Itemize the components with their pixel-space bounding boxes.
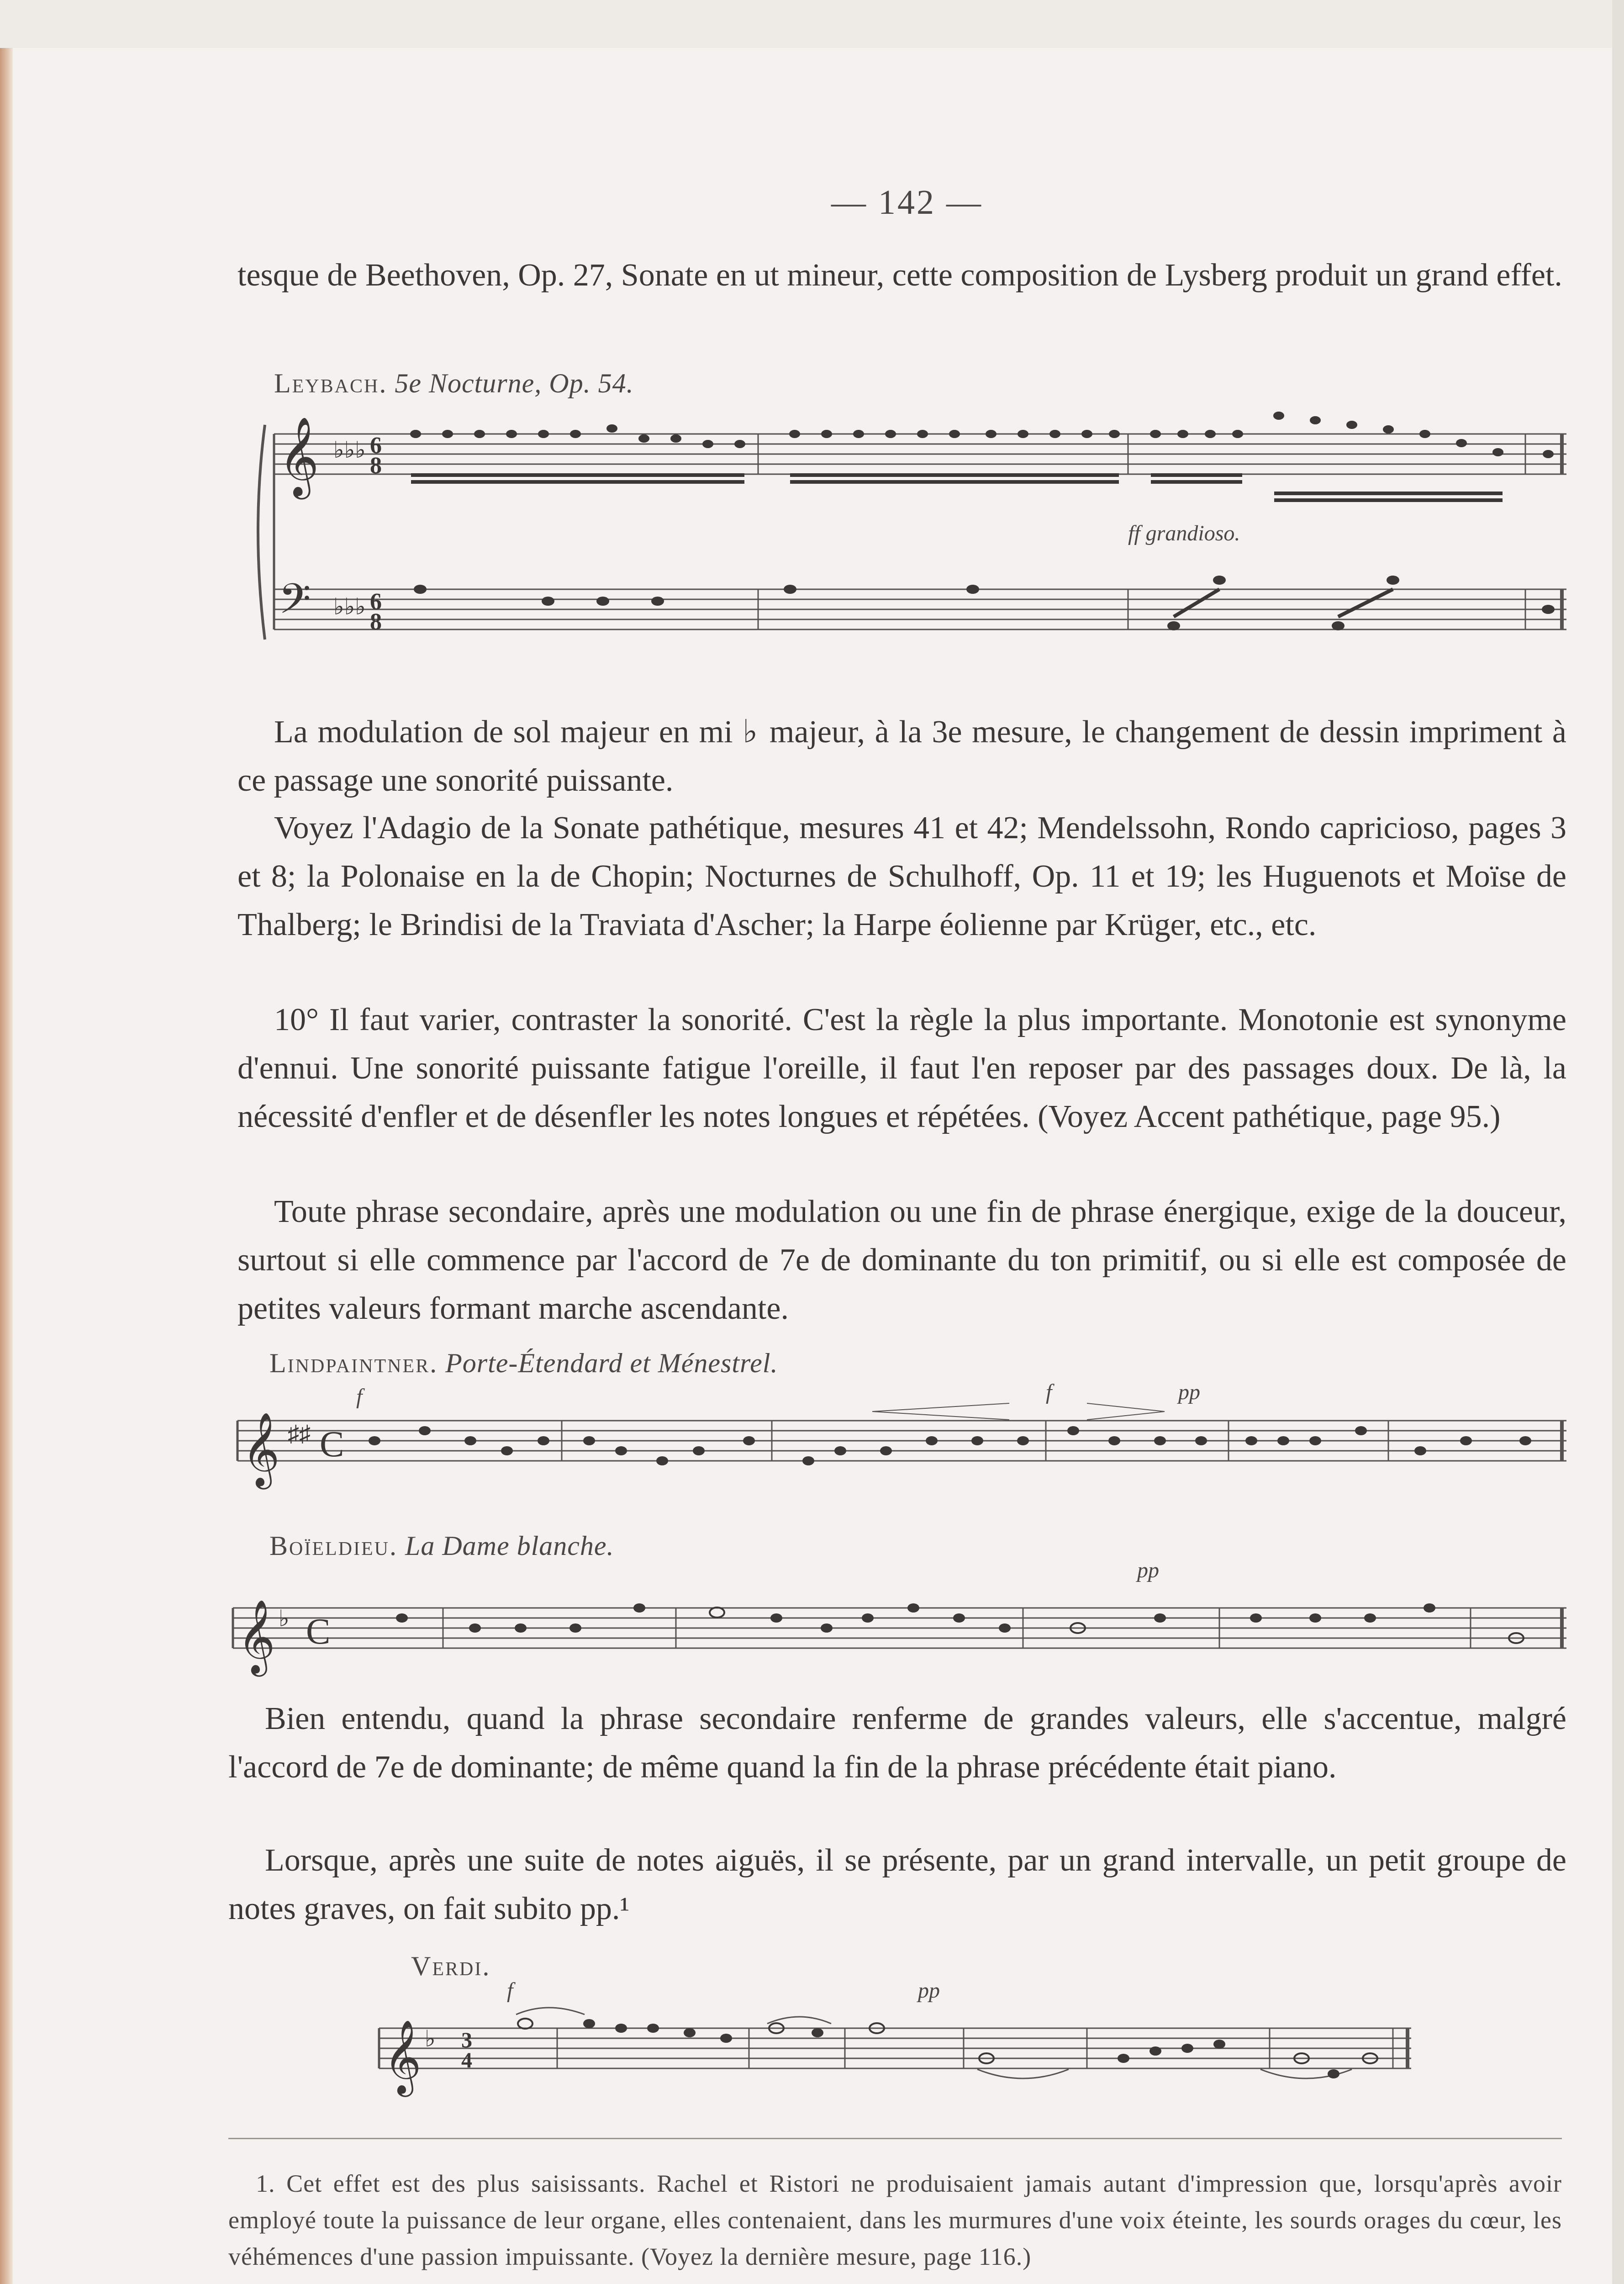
scan-top-margin: [0, 0, 1624, 48]
example-3-caption: [269, 1530, 614, 1562]
example-2-dynamic-2: f: [1046, 1380, 1052, 1404]
scan-right-margin: [1612, 0, 1624, 2284]
example-2-dynamic-1: f: [356, 1385, 363, 1409]
svg-text:𝄞: 𝄞: [279, 417, 319, 496]
paragraph-4: 10° Il faut varier, contraster la sonorité. C'est la règle la plus importante. Monotonie est synonyme d'ennui. Une sonorité puissante fatigue l'oreille, il faut l'en reposer par des passages doux. De là, la nécessité d'enfler et de désenfler les notes longues et répétées. (Voyez Accent pathétique, page 95.): [237, 1002, 1566, 1134]
page-edge-left: [0, 48, 13, 2284]
music-example-3: [228, 1571, 1571, 1686]
svg-text:♭♭♭: ♭♭♭: [333, 594, 366, 619]
svg-text:𝄞: 𝄞: [237, 1599, 275, 1674]
svg-text:♭: ♭: [279, 1606, 290, 1631]
paragraph-7: Lorsque, après une suite de notes aiguës, il se présente, par un grand intervalle, un petit groupe de notes graves, on fait subito pp.¹: [228, 1843, 1566, 1926]
example-2-work: Porte-Étendard et Ménestrel.: [445, 1348, 778, 1378]
footnote-rule: [228, 2138, 1562, 2139]
svg-text:3: 3: [461, 2028, 472, 2052]
example-4-caption: [411, 1951, 490, 1982]
svg-text:6: 6: [370, 589, 382, 615]
svg-text:C: C: [320, 1424, 344, 1465]
music-example-2: [233, 1384, 1571, 1503]
music-example-4: [374, 1992, 1416, 2106]
paragraph-5: Toute phrase secondaire, après une modulation ou une fin de phrase énergique, exige de la douceur, surtout si elle commence par l'accord de 7e de dominante du ton primitif, ou si elle est composée de petites valeurs formant marche ascendante.: [237, 1194, 1566, 1326]
svg-text:6: 6: [370, 433, 382, 459]
svg-text:8: 8: [370, 609, 382, 635]
music-example-1: [247, 407, 1571, 699]
example-1-composer: Leybach.: [274, 368, 388, 398]
paragraph-6: Bien entendu, quand la phrase secondaire renferme de grandes valeurs, elle s'accentue, malgré l'accord de 7e de dominante; de même quand la fin de la phrase précédente était piano.: [228, 1701, 1566, 1785]
example-3-dynamic-1: pp: [1137, 1558, 1159, 1582]
svg-text:♭: ♭: [425, 2026, 436, 2051]
paragraph-1: tesque de Beethoven, Op. 27, Sonate en ut mineur, cette composition de Lysberg produit un grand effet.: [237, 258, 1562, 293]
example-4-dynamic-1: f: [507, 1978, 513, 2003]
footnote: 1. Cet effet est des plus saisissants. Rachel et Ristori ne produisaient jamais autant d'impression que, lorsqu'après avoir employé toute la puissance de leur organe, elles contenaient, dans les murmures d'une voix éteinte, les sourds orages du cœur, les véhémences d'une passion impuissante. (Voyez la dernière mesure, page 116.): [228, 2170, 1562, 2270]
example-2-dynamic-3: pp: [1178, 1380, 1200, 1404]
svg-text:𝄢: 𝄢: [279, 575, 311, 633]
example-1-caption: [274, 368, 634, 399]
svg-text:𝄞: 𝄞: [384, 2020, 422, 2094]
example-4-composer: Verdi.: [411, 1951, 491, 1981]
example-2-caption: [269, 1348, 778, 1379]
svg-text:♯♯: ♯♯: [288, 1421, 311, 1446]
example-3-work: La Dame blanche.: [405, 1531, 614, 1561]
paragraph-3: Voyez l'Adagio de la Sonate pathétique, mesures 41 et 42; Mendelssohn, Rondo capricioso, pages 3 et 8; la Polonaise en la de Chopin; Nocturnes de Schulhoff, Op. 11 et 19; les Huguenots et Moïse de Thalberg; le Brindisi de la Traviata d'Ascher; la Harpe éolienne par Krüger, etc., etc.: [237, 810, 1566, 942]
svg-text:4: 4: [461, 2048, 472, 2073]
example-3-composer: Boïeldieu.: [269, 1531, 398, 1561]
svg-text:♭♭♭: ♭♭♭: [333, 437, 366, 463]
example-4-dynamic-2: pp: [918, 1978, 940, 2003]
example-2-composer: Lindpaintner.: [269, 1348, 438, 1378]
paragraph-2: La modulation de sol majeur en mi ♭ majeur, à la 3e mesure, le changement de dessin impriment à ce passage une sonorité puissante.: [237, 714, 1566, 798]
example-1-work: 5e Nocturne, Op. 54.: [395, 368, 634, 398]
example-1-dynamic: ff grandioso.: [1128, 521, 1240, 545]
svg-text:8: 8: [370, 453, 382, 479]
page-number: — 142 —: [831, 183, 983, 222]
svg-text:𝄞: 𝄞: [242, 1412, 280, 1486]
svg-text:C: C: [306, 1612, 331, 1652]
